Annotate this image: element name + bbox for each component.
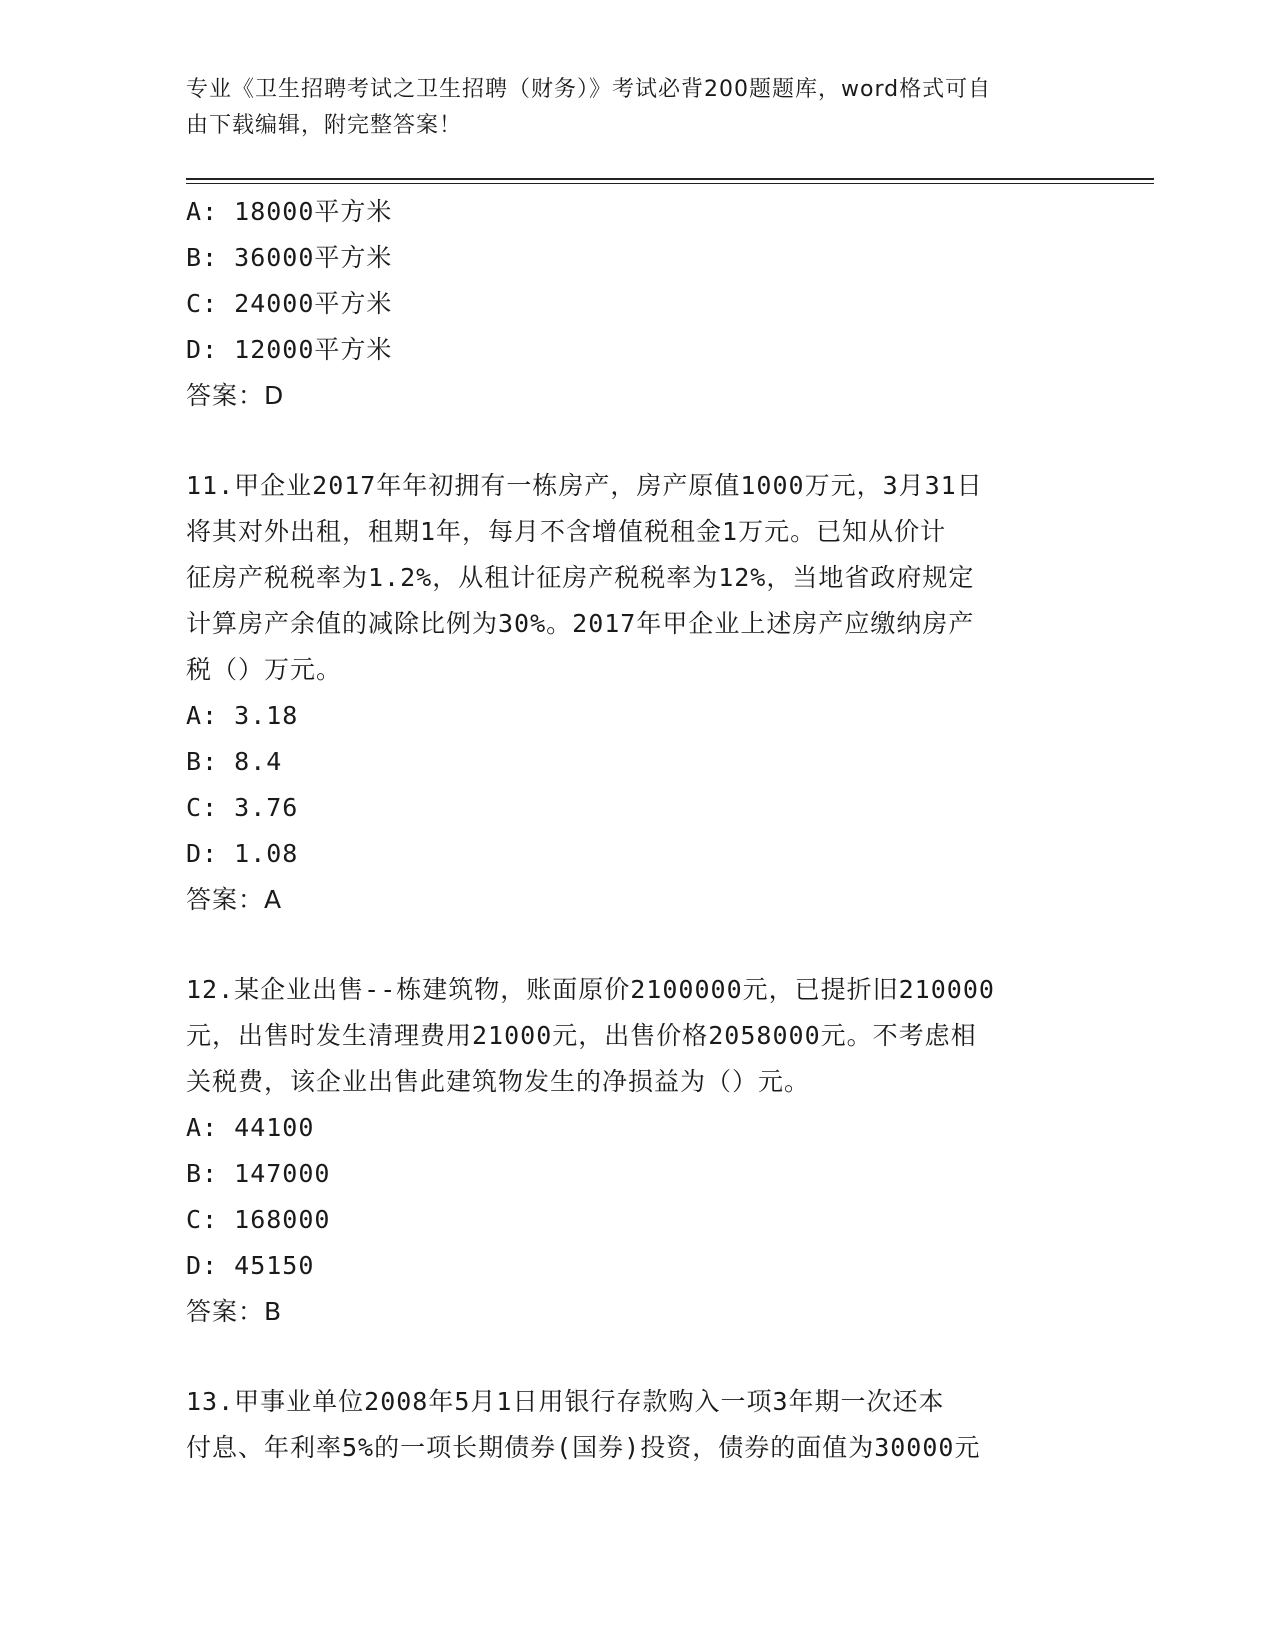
option-a: A: 18000平方米 [186, 197, 393, 226]
stem-line: 付息、年利率5%的一项长期债券(国券)投资，债券的面值为30000元 [186, 1433, 981, 1462]
question-stem [186, 463, 1086, 693]
option-a: A: 44100 [186, 1113, 315, 1142]
header-divider-thick [186, 178, 1154, 180]
option-b: B: 36000平方米 [186, 243, 393, 272]
option-c: C: 3.76 [186, 793, 299, 822]
header-divider-thin [186, 183, 1154, 184]
stem-line: 征房产税税率为1.2%，从租计征房产税税率为12%，当地省政府规定 [186, 563, 975, 592]
option-d: D: 1.08 [186, 839, 299, 868]
stem-line: 税（）万元。 [186, 655, 343, 684]
question-10 [186, 189, 1086, 419]
question-12 [186, 967, 1086, 1335]
stem-line: 关税费，该企业出售此建筑物发生的净损益为（）元。 [186, 1067, 811, 1096]
stem-line: 元，出售时发生清理费用21000元，出售价格2058000元。不考虑相 [186, 1021, 977, 1050]
option-d: D: 12000平方米 [186, 335, 393, 364]
option-c: C: 168000 [186, 1205, 331, 1234]
question-13 [186, 1379, 1086, 1471]
stem-line: 12.某企业出售--栋建筑物，账面原价2100000元，已提折旧210000 [186, 975, 995, 1004]
option-a: A: 3.18 [186, 701, 299, 730]
answer: 答案：A [186, 885, 283, 914]
answer: 答案：B [186, 1297, 283, 1326]
question-stem [186, 1379, 1086, 1471]
stem-line: 13.甲事业单位2008年5月1日用银行存款购入一项3年期一次还本 [186, 1387, 945, 1416]
header-line-2: 由下载编辑，附完整答案！ [186, 113, 463, 138]
answer: 答案：D [186, 381, 285, 410]
option-d: D: 45150 [186, 1251, 315, 1280]
document-header [186, 72, 1066, 144]
question-stem [186, 967, 1086, 1105]
document-body [186, 189, 1086, 1471]
option-b: B: 147000 [186, 1159, 331, 1188]
option-b: B: 8.4 [186, 747, 283, 776]
option-c: C: 24000平方米 [186, 289, 393, 318]
question-11 [186, 463, 1086, 923]
stem-line: 11.甲企业2017年年初拥有一栋房产，房产原值1000万元，3月31日 [186, 471, 983, 500]
header-line-1: 专业《卫生招聘考试之卫生招聘（财务）》考试必背200题题库，word格式可自 [186, 77, 992, 102]
stem-line: 将其对外出租，租期1年，每月不含增值税租金1万元。已知从价计 [186, 517, 947, 546]
stem-line: 计算房产余值的减除比例为30%。2017年甲企业上述房产应缴纳房产 [186, 609, 975, 638]
